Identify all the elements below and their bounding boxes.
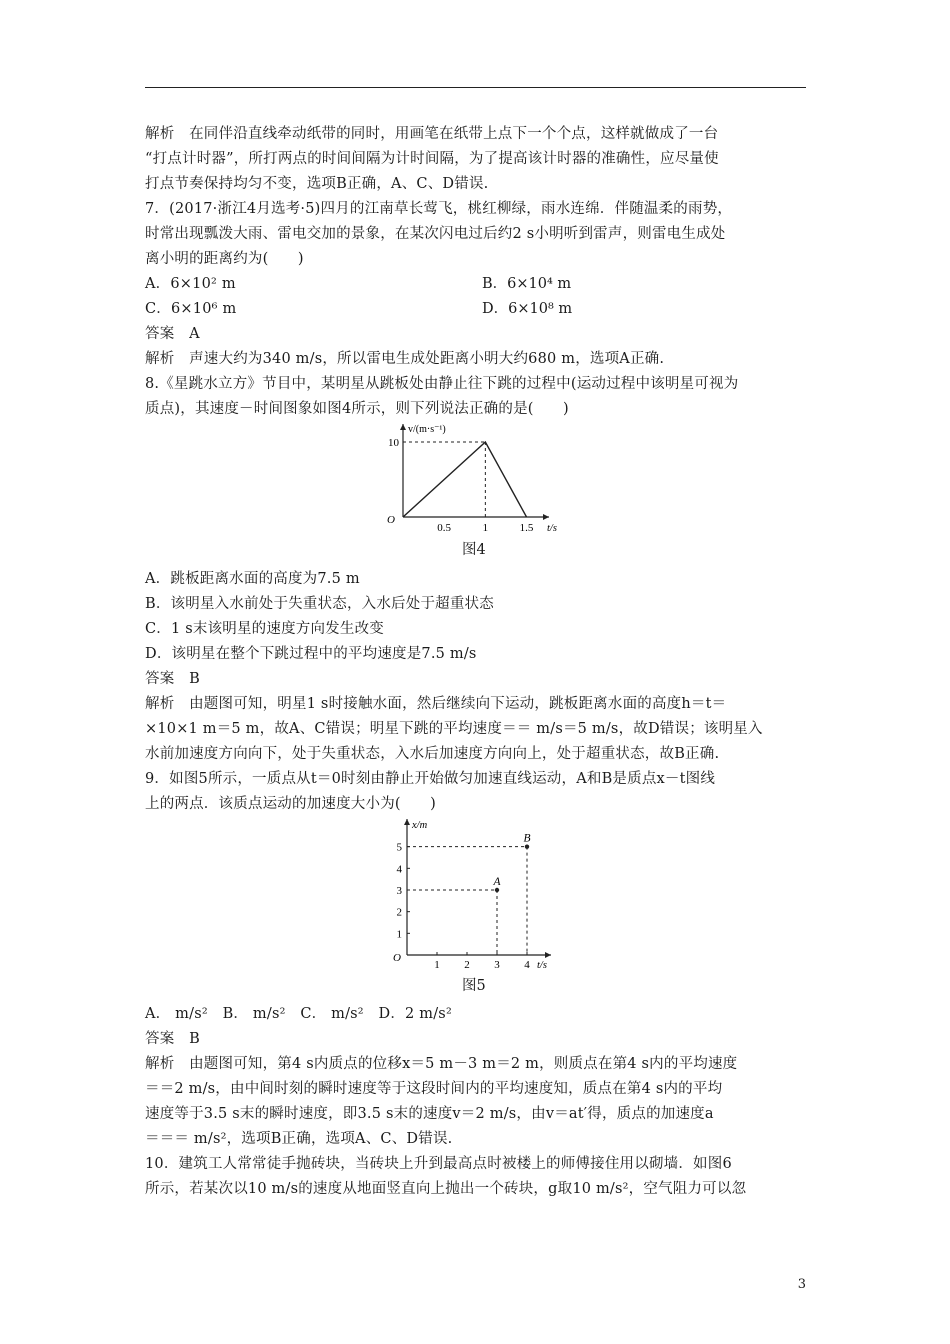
q9-options: A． m/s² B． m/s² C． m/s² D．2 m/s² [145,1006,452,1022]
q8-option-c: C．1 s末该明星的速度方向发生改变 [145,621,384,637]
text-line: “打点计时器”，所打两点的时间间隔为计时间隔，为了提高该计时器的准确性，应尽量使 [145,151,719,167]
y-axis-arrow [404,819,410,825]
text-line: 水前加速度方向向下，处于失重状态，入水后加速度方向向上，处于超重状态，故B正确. [145,746,720,762]
text-line: 解析 由题图可知，明星1 s时接触水面，然后继续向下运动，跳板距离水面的高度h＝t＝ [145,696,727,712]
x-tick-label: 0.5 [437,522,452,534]
q8-option-d: D．该明星在整个下跳过程中的平均速度是7.5 m/s [145,646,477,662]
question-8-stem: 8.《星跳水立方》节目中，某明星从跳板处由静止往下跳的过程中(运动过程中该明星可视为 [145,376,739,392]
text-line: 解析 由题图可知，第4 s内质点的位移x＝5 m－3 m＝2 m，则质点在第4 s内的平均速度 [145,1056,738,1072]
y-tick-label: 4 [396,863,402,876]
q7-answer: 答案 A [145,326,200,342]
q7-option-b: B．6×10⁴ m [482,276,572,292]
data-point-b [525,844,529,848]
header-rule [145,87,806,88]
text-line: ×10×1 m＝5 m，故A、C错误；明星下跳的平均速度＝＝ m/s＝5 m/s，故D错误；该明星入 [145,721,763,737]
figure-5-caption: 图5 [462,978,486,994]
x-tick-label: 4 [524,959,530,971]
point-label-a: A [493,876,501,888]
point-label-b: B [523,832,531,845]
q8-option-a: A．跳板距离水面的高度为7.5 m [145,571,360,587]
origin-label: O [387,514,395,526]
figure-5-chart [385,815,565,975]
text-line: 所示，若某次以10 m/s的速度从地面竖直向上抛出一个砖块，g取10 m/s²，空气阻力可以忽 [145,1181,747,1197]
y-tick-label: 10 [388,437,399,449]
x-axis-arrow [545,952,551,958]
y-tick-label: 1 [396,928,402,941]
text-line: 离小明的距离约为( ) [145,251,304,267]
x-axis-arrow [543,514,549,520]
x-tick-label: 3 [494,959,500,971]
q9-answer: 答案 B [145,1031,200,1047]
y-tick-label: 2 [396,906,402,919]
x-tick-label: 2 [464,959,470,971]
question-9-stem: 9．如图5所示，一质点从t＝0时刻由静止开始做匀加速直线运动，A和B是质点x－t图线 [145,771,716,787]
x-tick-label: 1 [434,959,440,971]
q7-option-d: D．6×10⁸ m [482,301,573,317]
question-10-stem: 10．建筑工人常常徒手抛砖块，当砖块上升到最高点时被楼上的师傅接住用以砌墙．如图6 [145,1156,732,1172]
y-axis-arrow [400,424,406,430]
text-line: 解析 在同伴沿直线牵动纸带的同时，用画笔在纸带上点下一个个点，这样就做成了一台 [145,126,719,142]
x-axis-label: t/s [547,523,557,534]
x-tick-label: 1 [482,522,489,534]
q7-option-c: C．6×10⁶ m [145,301,237,317]
series-line [403,442,527,517]
page-number: 3 [797,1277,806,1292]
y-tick-label: 3 [396,885,402,897]
text-line: 时常出现瓢泼大雨、雷电交加的景象，在某次闪电过后约2 s小明听到雷声，则雷电生成处 [145,226,726,242]
text-line: 打点节奏保持均匀不变，选项B正确，A、C、D错误. [145,176,489,192]
text-line: 上的两点．该质点运动的加速度大小为( ) [145,796,437,812]
text-line: 速度等于3.5 s末的瞬时速度，即3.5 s末的速度v＝2 m/s，由v＝at′得，质点的加速度a [145,1106,714,1122]
text-line: ＝＝＝ m/s²，选项B正确，选项A、C、D错误. [145,1131,453,1147]
origin-label: O [393,952,401,964]
text-line: ＝＝2 m/s，由中间时刻的瞬时速度等于这段时间内的平均速度知，质点在第4 s内的平均 [145,1081,723,1097]
question-7-stem: 7．(2017·浙江4月选考·5)四月的江南草长莺飞，桃红柳绿，雨水连绵．伴随温柔的雨势， [145,201,733,217]
text-line: 质点)，其速度－时间图象如图4所示，则下列说法正确的是( ) [145,401,569,417]
q8-option-b: B．该明星入水前处于失重状态，入水后处于超重状态 [145,596,494,612]
figure-4-caption: 图4 [462,542,486,558]
q8-answer: 答案 B [145,671,200,687]
y-axis-label: v/(m·s⁻¹) [408,424,446,435]
figure-4-chart [370,418,570,536]
x-axis-label: t/s [537,960,547,971]
q7-option-a: A．6×10² m [145,276,236,292]
x-tick-label: 1.5 [519,522,534,534]
y-tick-label: 5 [396,841,402,854]
text-line: 解析 声速大约为340 m/s，所以雷电生成处距离小明大约680 m，选项A正确. [145,351,665,367]
y-axis-label: x/m [412,820,428,831]
data-point-a [495,888,499,892]
